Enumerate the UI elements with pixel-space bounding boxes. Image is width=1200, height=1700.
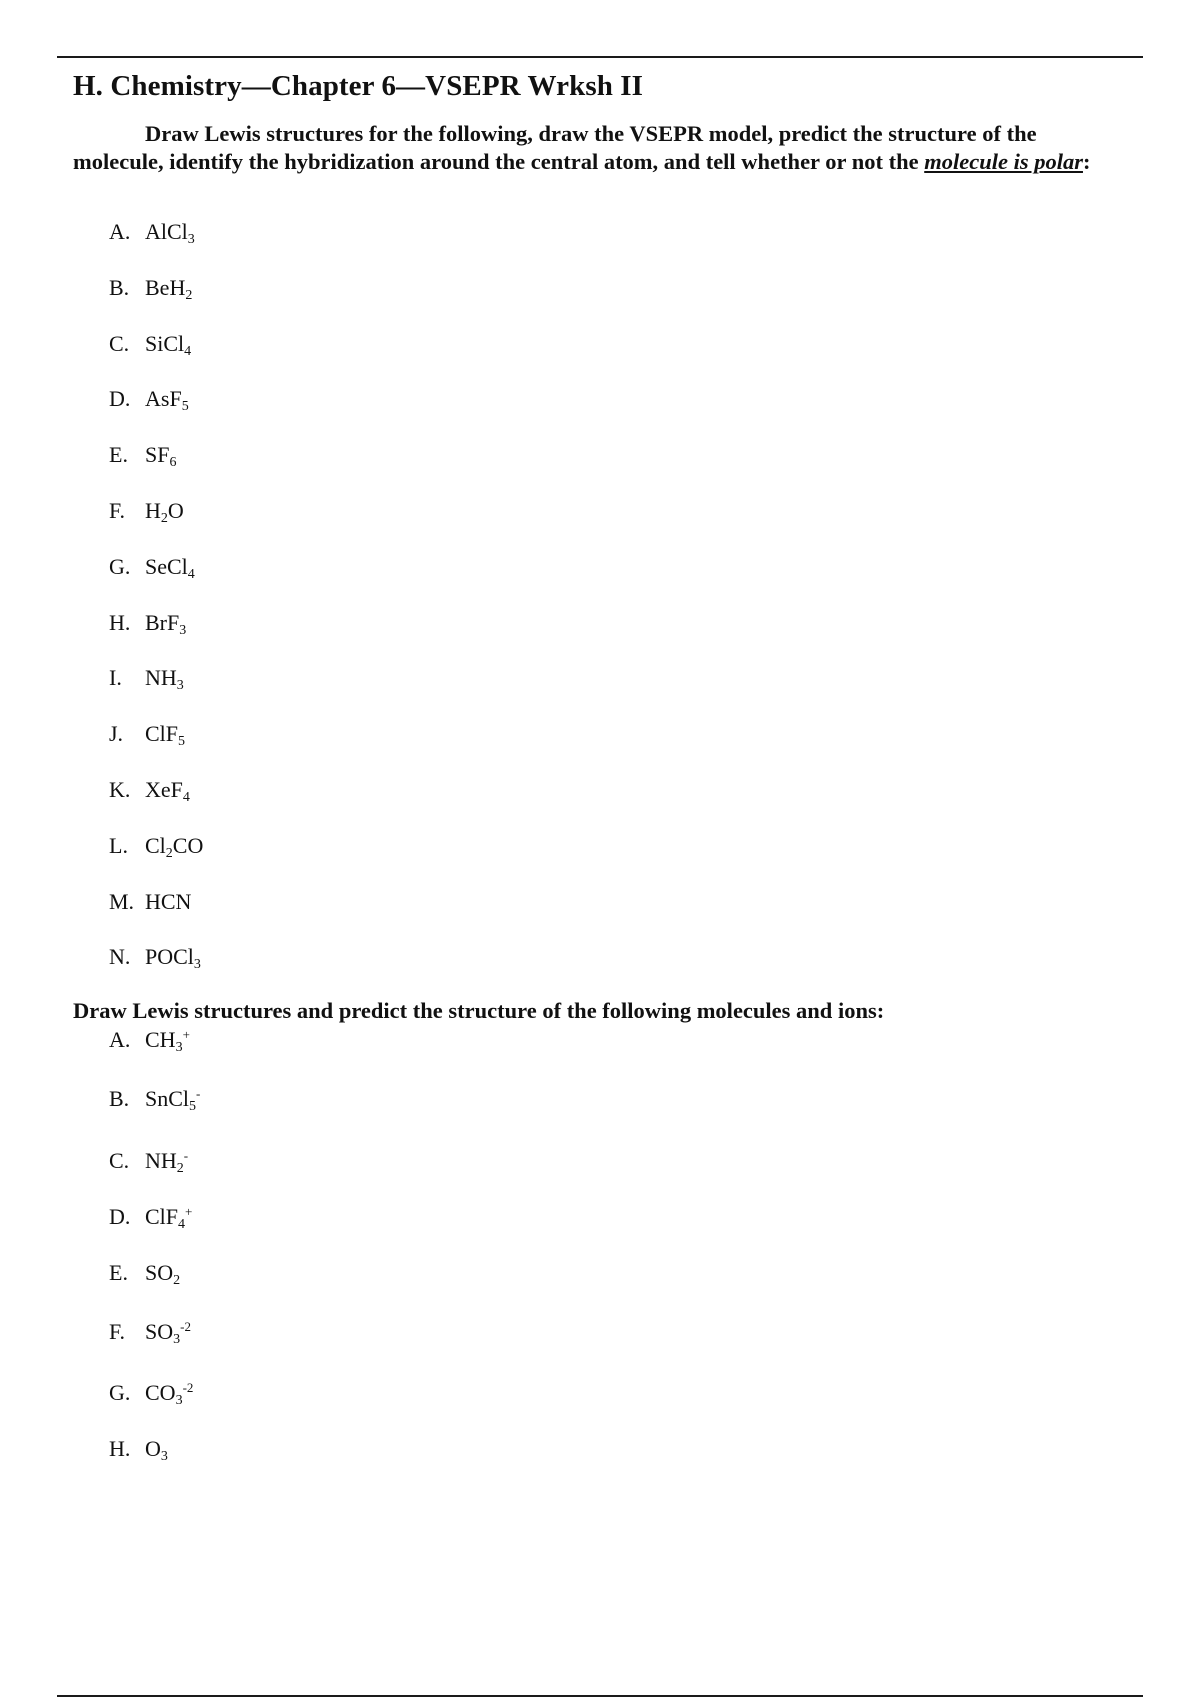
list-item: M. HCN <box>109 888 192 914</box>
list-item: C. SiCl$_4$ <box>109 330 192 359</box>
instructions-text: Draw Lewis structures for the following, draw the VSEPR model, predict the structure of the molecule, identify the hybridization around the central atom, and tell whether or not the <box>73 121 1037 174</box>
formula: XeF$_4$ <box>145 776 190 805</box>
formula: $H_2O$ <box>145 497 184 526</box>
instructions <box>73 120 1103 176</box>
list-item: H. BrF$_3$ <box>109 609 187 638</box>
bottom-rule <box>57 1695 1143 1697</box>
list-item: B. SnCl$_5$- <box>109 1086 201 1114</box>
top-rule <box>57 56 1143 58</box>
formula: AlCl$_3$ <box>145 219 195 247</box>
list-item: A. AlCl$_3$ <box>109 219 195 247</box>
list-item: J. ClF$_5$ <box>109 721 186 750</box>
formula: ClF$_5$ <box>145 721 186 750</box>
page-title: H. Chemistry—Chapter 6—VSEPR Wrksh II <box>73 70 644 102</box>
formula: BeH$_2$ <box>145 274 193 303</box>
list-item: F. $SO_3^{-2}$ <box>109 1319 191 1347</box>
list-item: D. ClF$_4$+ <box>109 1204 193 1232</box>
formula: $SF_6$ <box>145 442 177 471</box>
formula: HCN <box>145 888 192 914</box>
list-item: D. AsF$_5$ <box>109 386 189 415</box>
formula: $CO_3^{-2}$ <box>145 1380 194 1408</box>
list-item: L. $Cl_2CO$ <box>109 832 204 861</box>
formula: AsF$_5$ <box>145 386 189 415</box>
list-item: C. $NH_2^-$ <box>109 1148 189 1176</box>
formula: POCl$_3$ <box>145 944 201 973</box>
list-item: F. $H_2O$ <box>109 497 184 526</box>
formula: BrF$_3$ <box>145 609 187 638</box>
instructions-emphasis: molecule is polar <box>924 149 1083 174</box>
list-item: G. SeCl$_4$ <box>109 553 195 582</box>
section-heading: Draw Lewis structures and predict the structure of the following molecules and ions: <box>73 998 885 1023</box>
list-item: A. $CH_3^+$ <box>109 1027 190 1055</box>
list-item: N. POCl$_3$ <box>109 944 201 973</box>
formula: $Cl_2CO$ <box>145 832 204 861</box>
formula: ClF$_4$+ <box>145 1204 193 1232</box>
formula: SnCl$_5$- <box>145 1086 201 1114</box>
list-item: K. XeF$_4$ <box>109 776 190 805</box>
list-item: B. BeH$_2$ <box>109 274 193 303</box>
formula: $NH_3$ <box>145 665 184 694</box>
list-item: E. $SO_2$ <box>109 1260 181 1288</box>
formula: $SO_3^{-2}$ <box>145 1319 191 1347</box>
formula: SiCl$_4$ <box>145 330 192 359</box>
formula: $CH_3^+$ <box>145 1027 190 1055</box>
instructions-colon: : <box>1082 149 1091 174</box>
formula: $SO_2$ <box>145 1260 181 1288</box>
list-item: G. $CO_3^{-2}$ <box>109 1380 194 1408</box>
formula: $O_3$ <box>145 1436 168 1464</box>
list-item: H. $O_3$ <box>109 1436 168 1464</box>
ion-list <box>109 1027 200 1495</box>
formula: $NH_2^-$ <box>145 1148 189 1176</box>
list-item: I. $NH_3$ <box>109 665 184 694</box>
molecule-list <box>109 219 203 1000</box>
formula: SeCl$_4$ <box>145 553 195 582</box>
list-item: E. $SF_6$ <box>109 442 177 471</box>
